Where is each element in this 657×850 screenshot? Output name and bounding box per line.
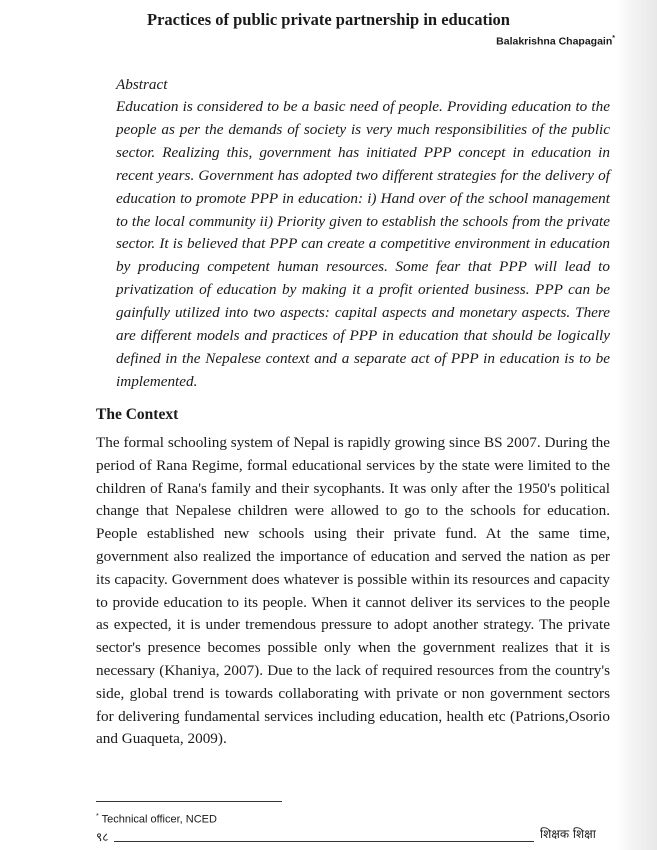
- author-line: [496, 35, 615, 48]
- abstract-section: [116, 74, 610, 394]
- footnote-divider: [96, 801, 282, 802]
- footnote: [96, 813, 217, 826]
- footnote-text: Technical officer, NCED: [101, 813, 217, 826]
- context-body: The formal schooling system of Nepal is rapidly growing since BS 2007. During the period of Rana Regime, formal educational services by the state were limited to the children of Rana's family and their sycophants. It was only after the 1950's political change that Nepalese children were allowed to go to the schools for education. People established new schools using their private fund. At the same time, government also realized the importance of education and served the nation as per its capacity. Government does whatever is possible within its resources and capacity to provide education to its people. When it cannot deliver its services to the people as expected, it is under tremendous pressure to adopt another strategy. The private sector's presence becomes possible only when the government realizes that it is necessary (Khaniya, 2007). Due to the lack of required resources from the country's side, global trend is towards collaborating with private or non government sectors for delivering fundamental services including education, health etc (Patrions,Osorio and Guaqueta, 2009).: [96, 434, 610, 748]
- author-footnote-marker: *: [612, 35, 615, 42]
- footnote-marker: *: [96, 813, 99, 820]
- footer-divider: [114, 841, 534, 842]
- journal-name: शिक्षक शिक्षा: [540, 827, 596, 841]
- page-edge-shadow: [617, 0, 657, 850]
- abstract-heading: Abstract: [116, 76, 168, 93]
- author-name: Balakrishna Chapagain: [496, 35, 613, 48]
- page-number: ९८: [96, 830, 109, 844]
- paper-title: Practices of public private partnership in education: [147, 10, 510, 29]
- abstract-body: Education is considered to be a basic need of people. Providing education to the people as per the demands of society is very much responsibilities of the public sector. Realizing this, government has initiated PPP concept in education in recent years. Government has adopted two different strategies for the delivery of education to promote PPP in education: i) Hand over of the school management to the local community ii) Priority given to establish the schools from the private sector. It is believed that PPP can create a competitive environment in education by producing competent human resources. Some fear that PPP will lead to privatization of education by making it a profit oriented business. PPP can be gainfully utilized into two aspects: capital aspects and monetary aspects. There are different models and practices of PPP in education that should be logically defined in the Nepalese context and a separate act of PPP in education is to be implemented.: [116, 98, 610, 390]
- context-heading: The Context: [96, 406, 179, 423]
